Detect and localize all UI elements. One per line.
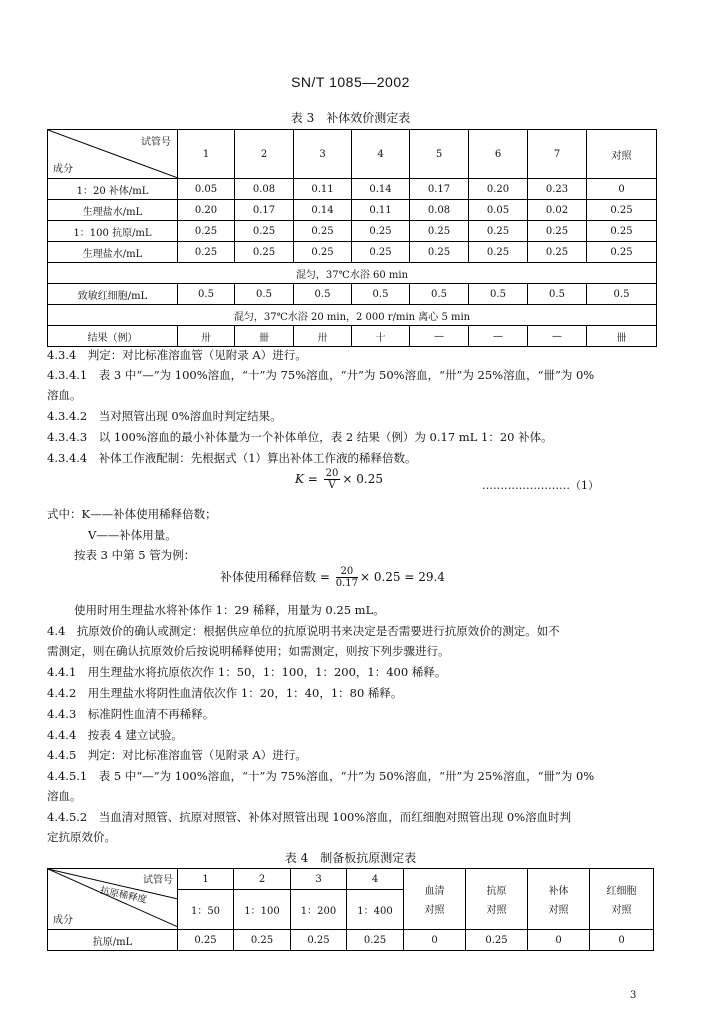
paragraph: 4.4.1 用生理盐水将抗原依次作 1：50，1：100，1：200，1：400 稀释。 xyxy=(47,665,447,679)
row-label: 生理盐水/mL xyxy=(48,200,178,221)
cell: 0.08 xyxy=(235,179,294,200)
cell: 0.25 xyxy=(466,930,528,951)
cell: 0.25 xyxy=(528,242,587,263)
control-header-line: 对照 xyxy=(486,905,507,916)
equation-rhs: × 0.25 = 29.4 xyxy=(359,570,445,584)
cell: 0.25 xyxy=(587,242,657,263)
control-header xyxy=(466,869,528,930)
cell: 0.25 xyxy=(469,242,528,263)
cell: 0.25 xyxy=(234,930,291,951)
paragraph: 4.4.5.2 当血清对照管、抗原对照管、补体对照管出现 100%溶血，而红细胞对照管出现 0%溶血时判 xyxy=(47,810,572,824)
control-header xyxy=(404,869,466,930)
paragraph: 溶血。 xyxy=(47,789,82,803)
document-header: SN/T 1085—2002 xyxy=(291,74,410,90)
table3-corner-cell xyxy=(48,130,178,179)
row-label: 1：100 抗原/mL xyxy=(48,221,178,242)
cell: 卌 xyxy=(235,326,294,347)
dilution: 1：200 xyxy=(291,890,347,930)
cell: 0.25 xyxy=(291,930,347,951)
table3 xyxy=(47,129,657,347)
span-note: 混匀，37℃水浴 20 min，2 000 r/min 离心 5 min xyxy=(48,305,657,326)
paragraph: 4.4.5.1 表 5 中“—”为 100%溶血，“十”为 75%溶血，“廾”为 50%溶血，“卅”为 25%溶血，“卌”为 0% xyxy=(47,769,595,783)
cell: 0.5 xyxy=(587,284,657,305)
paragraph: 4.4 抗原效价的确认或测定：根据供应单位的抗原说明书来决定是否需要进行抗原效价的测定。如不 xyxy=(47,624,560,638)
equation-2 xyxy=(220,566,445,589)
table4-corner-cell xyxy=(48,869,178,930)
cell: 0 xyxy=(587,179,657,200)
paragraph: 4.3.4.2 当对照管出现 0%溶血时判定结果。 xyxy=(47,409,282,423)
cell: 0.25 xyxy=(347,930,404,951)
paragraph: 4.3.4.4 补体工作液配制：先根据式（1）算出补体工作液的稀释倍数。 xyxy=(47,451,417,465)
table3-corner-top: 试管号 xyxy=(141,137,171,148)
equation-1 xyxy=(295,468,383,491)
table4-corner-bottom: 成分 xyxy=(53,915,73,926)
cell: 0.14 xyxy=(294,200,352,221)
dilution: 1：100 xyxy=(234,890,291,930)
tube-number: 1 xyxy=(178,869,234,890)
cell: 0.25 xyxy=(235,221,294,242)
cell: 卅 xyxy=(294,326,352,347)
table-row xyxy=(48,221,657,242)
table-row xyxy=(48,930,654,951)
table-row xyxy=(48,305,657,326)
cell: 0.25 xyxy=(178,930,234,951)
cell: 0.08 xyxy=(410,200,469,221)
paragraph: 4.3.4.1 表 3 中“—”为 100%溶血，“十”为 75%溶血，“廾”为 50%溶血，“卅”为 25%溶血，“卌”为 0% xyxy=(47,368,595,382)
equation-number: ……………………（1） xyxy=(482,479,599,492)
table3-corner-bottom: 成分 xyxy=(53,164,73,175)
cell: 0.05 xyxy=(469,200,528,221)
table3-col-header: 对照 xyxy=(587,130,657,179)
paragraph: 4.3.4.3 以 100%溶血的最小补体量为一个补体单位，表 2 结果（例）为 0.17 mL 1：20 补体。 xyxy=(47,430,553,444)
cell: 0.25 xyxy=(587,200,657,221)
page-number: 3 xyxy=(630,990,637,1001)
cell: 0 xyxy=(590,930,654,951)
paragraph: 4.3.4 判定：对比标准溶血管（见附录 A）进行。 xyxy=(47,348,307,362)
equation-rhs: × 0.25 xyxy=(342,472,383,486)
control-header xyxy=(590,869,654,930)
cell: — xyxy=(410,326,469,347)
cell: 0.25 xyxy=(352,242,410,263)
cell: 0.5 xyxy=(294,284,352,305)
cell: 0.25 xyxy=(294,242,352,263)
dilution: 1：50 xyxy=(178,890,234,930)
equation-fraction xyxy=(324,468,341,491)
cell: — xyxy=(528,326,587,347)
paragraph: V——补体用量。 xyxy=(88,528,177,542)
cell: 0.25 xyxy=(352,221,410,242)
cell: 0 xyxy=(528,930,590,951)
table-row xyxy=(48,179,657,200)
cell: 0.5 xyxy=(235,284,294,305)
cell: 0.5 xyxy=(469,284,528,305)
row-label: 生理盐水/mL xyxy=(48,242,178,263)
table3-col-header: 7 xyxy=(528,130,587,179)
paragraph: 定抗原效价。 xyxy=(47,830,116,844)
paragraph: 使用时用生理盐水将补体作 1：29 稀释，用量为 0.25 mL。 xyxy=(74,603,385,617)
cell: 0.17 xyxy=(235,200,294,221)
cell: 0.25 xyxy=(528,221,587,242)
cell: 0.14 xyxy=(352,179,410,200)
tube-number: 3 xyxy=(291,869,347,890)
table3-col-header: 2 xyxy=(235,130,294,179)
paragraph: 按表 3 中第 5 管为例： xyxy=(74,548,196,562)
dilution: 1：400 xyxy=(347,890,404,930)
table4-corner-top: 试管号 xyxy=(143,875,173,886)
table3-col-header: 1 xyxy=(178,130,235,179)
fraction-numerator: 20 xyxy=(336,566,358,578)
cell: 0.05 xyxy=(178,179,235,200)
cell: 0.23 xyxy=(528,179,587,200)
cell: 0.11 xyxy=(352,200,410,221)
cell: 0.02 xyxy=(528,200,587,221)
control-header-line: 对照 xyxy=(611,905,632,916)
paragraph: 4.4.5 判定：对比标准溶血管（见附录 A）进行。 xyxy=(47,748,307,762)
cell: 0.11 xyxy=(294,179,352,200)
control-header-line: 对照 xyxy=(424,905,445,916)
cell: 十 xyxy=(352,326,410,347)
fraction-denominator: 0.17 xyxy=(335,578,358,589)
control-header-line: 对照 xyxy=(548,905,569,916)
control-header xyxy=(528,869,590,930)
fraction-denominator: V xyxy=(328,480,336,491)
cell: 0.25 xyxy=(469,221,528,242)
row-label: 抗原/mL xyxy=(48,930,178,951)
table-row xyxy=(48,263,657,284)
control-header-line: 血清 xyxy=(424,886,445,897)
control-header-line: 红细胞 xyxy=(606,886,637,897)
table-row xyxy=(48,200,657,221)
cell: 卅 xyxy=(178,326,235,347)
table3-caption: 表 3 补体效价测定表 xyxy=(290,111,411,125)
cell: 0.25 xyxy=(178,242,235,263)
cell: 0.20 xyxy=(469,179,528,200)
table3-col-header: 5 xyxy=(410,130,469,179)
span-note: 混匀，37℃水浴 60 min xyxy=(48,263,657,284)
cell: 0.5 xyxy=(410,284,469,305)
cell: 0.20 xyxy=(178,200,235,221)
equation-fraction xyxy=(336,566,358,589)
row-label: 致敏红细胞/mL xyxy=(48,284,178,305)
paragraph: 4.4.2 用生理盐水将阴性血清依次作 1：20，1：40，1：80 稀释。 xyxy=(47,686,403,700)
cell: 0.25 xyxy=(235,242,294,263)
tube-number: 2 xyxy=(234,869,291,890)
cell: 0.25 xyxy=(410,221,469,242)
cell: 0.25 xyxy=(587,221,657,242)
paragraph: 式中：K——补体使用稀释倍数； xyxy=(47,507,217,521)
row-label: 1：20 补体/mL xyxy=(48,179,178,200)
cell: 0.5 xyxy=(528,284,587,305)
paragraph: 4.4.3 标准阴性血清不再稀释。 xyxy=(47,707,215,721)
table3-col-header: 3 xyxy=(294,130,352,179)
cell: 0.5 xyxy=(178,284,235,305)
table3-col-header: 6 xyxy=(469,130,528,179)
paragraph: 4.4.4 按表 4 建立试验。 xyxy=(47,728,183,742)
table-row xyxy=(48,242,657,263)
paragraph: 溶血。 xyxy=(47,388,82,402)
table4-caption: 表 4 制备板抗原测定表 xyxy=(284,851,417,865)
equation-lhs: K = xyxy=(295,472,322,486)
fraction-numerator: 20 xyxy=(325,468,339,479)
cell: 0.25 xyxy=(294,221,352,242)
cell: 0.17 xyxy=(410,179,469,200)
table3-col-header: 4 xyxy=(352,130,410,179)
cell: 0.5 xyxy=(352,284,410,305)
cell: — xyxy=(469,326,528,347)
table4-corner-mid: 抗原稀释度 xyxy=(99,885,148,906)
row-label: 结果（例） xyxy=(48,326,178,347)
table-row xyxy=(48,284,657,305)
cell: 0 xyxy=(404,930,466,951)
cell: 0.25 xyxy=(410,242,469,263)
control-header-line: 抗原 xyxy=(486,886,507,897)
table4 xyxy=(47,868,654,951)
table-row xyxy=(48,326,657,347)
tube-number: 4 xyxy=(347,869,404,890)
paragraph: 需测定，则在确认抗原效价后按说明稀释使用；如需测定，则按下列步骤进行。 xyxy=(47,644,450,658)
control-header-line: 补体 xyxy=(548,886,569,897)
cell: 卌 xyxy=(587,326,657,347)
cell: 0.25 xyxy=(178,221,235,242)
equation-lhs: 补体使用稀释倍数 = xyxy=(220,570,334,584)
